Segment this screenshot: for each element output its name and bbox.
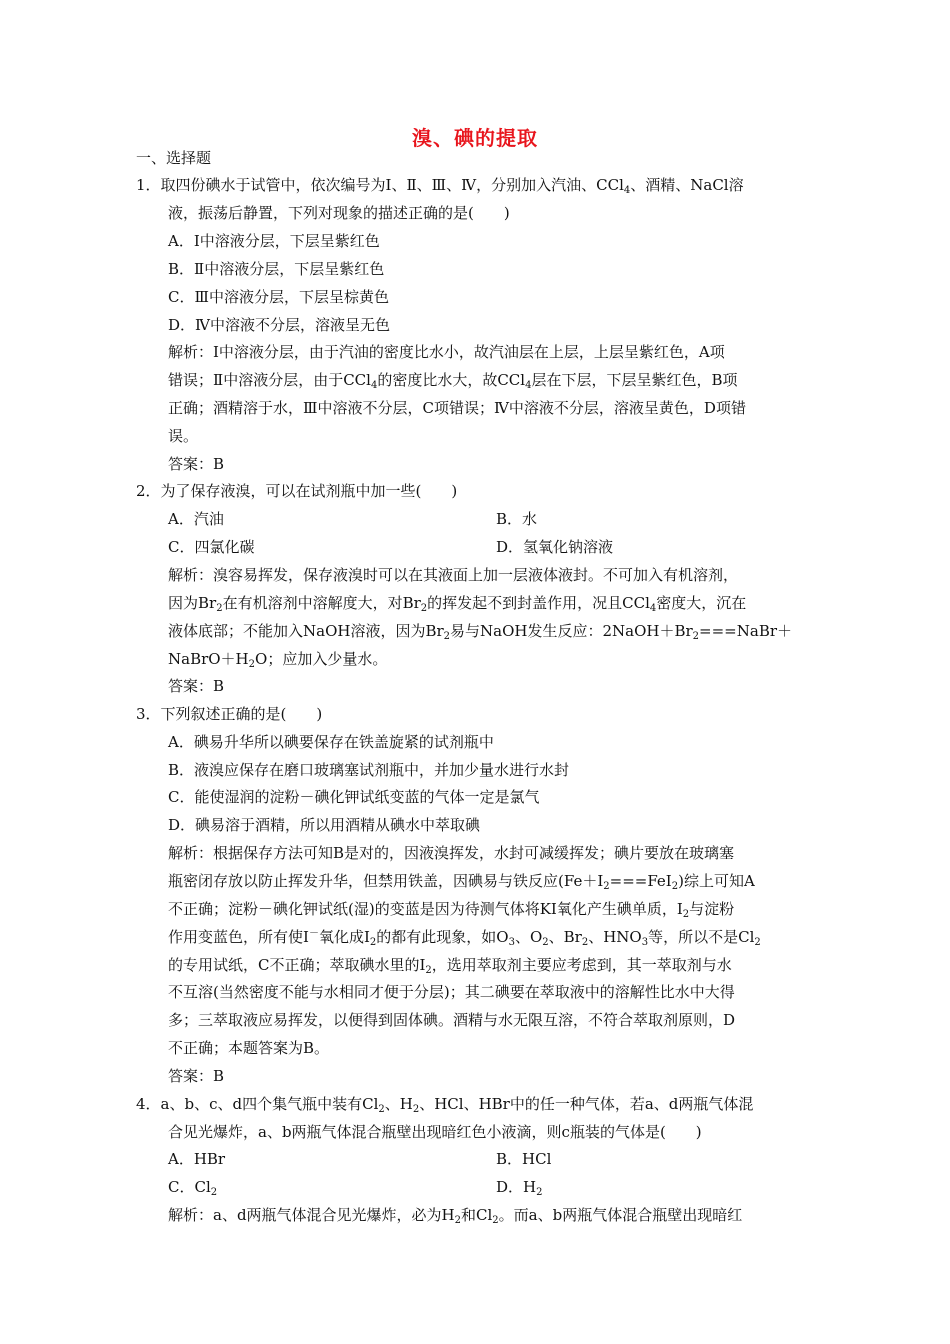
q1-stem-line-2: 液，振荡后静置，下列对现象的描述正确的是( )	[168, 204, 510, 222]
q4-option-c: C．$Cl_2$	[168, 1178, 218, 1198]
q1-option-c: C．Ⅲ中溶液分层，下层呈棕黄色	[168, 288, 389, 306]
q3-explanation-line-6: 不互溶(当然密度不能与水相同才便于分层)；其二碘要在萃取液中的溶解性比水中大得	[168, 983, 735, 1001]
q3-option-c: C．能使湿润的淀粉－碘化钾试纸变蓝的气体一定是氯气	[168, 788, 540, 806]
q3-explanation-line-2: 瓶密闭存放以防止挥发升华，但禁用铁盖，因碘易与铁反应$(Fe+I_2===FeI_2)$综上可知A	[168, 872, 755, 892]
q2-option-a: A．汽油	[168, 510, 224, 528]
q2-stem: 2．为了保存液溴，可以在试剂瓶中加一些( )	[136, 482, 458, 500]
q2-explanation-line-4: $NaBrO+H_2O$；应加入少量水。	[168, 650, 388, 670]
q4-option-d: D．$H_2$	[496, 1178, 543, 1198]
q1-answer: 答案：B	[168, 455, 225, 473]
q1-explanation-line-4: 误。	[168, 427, 199, 445]
q3-explanation-line-7: 多；三萃取液应易挥发，以便得到固体碘。酒精与水无限互溶，不符合萃取剂原则，D	[168, 1011, 736, 1029]
q3-explanation-line-1: 解析：根据保存方法可知B是对的，因液溴挥发，水封可减缓挥发；碘片要放在玻璃塞	[168, 844, 735, 862]
q1-explanation-line-2: 错误；Ⅱ中溶液分层，由于CCl$_4$的密度比水大，故CCl$_4$层在下层，下层呈紫红色，B项	[168, 371, 738, 391]
q3-explanation-line-3: 不正确；淀粉－碘化钾试纸(湿)的变蓝是因为待测气体将KI氧化产生碘单质，$I_2$与淀粉	[168, 900, 735, 920]
q4-stem-line-2: 合见光爆炸，a、b两瓶气体混合瓶壁出现暗红色小液滴，则c瓶装的气体是( )	[168, 1123, 702, 1141]
q1-option-d: D．Ⅳ中溶液不分层，溶液呈无色	[168, 316, 391, 334]
q1-option-a: A．Ⅰ中溶液分层，下层呈紫红色	[168, 232, 380, 250]
q1-explanation-line-3: 正确；酒精溶于水，Ⅲ中溶液不分层，C项错误；Ⅳ中溶液不分层，溶液呈黄色，D项错	[168, 399, 746, 417]
q3-option-b: B．液溴应保存在磨口玻璃塞试剂瓶中，并加少量水进行水封	[168, 761, 570, 779]
q2-option-d: D．氢氧化钠溶液	[496, 538, 614, 556]
page-title: 溴、碘的提取	[412, 126, 538, 150]
q3-explanation-line-4: 作用变蓝色，所有使I－氧化成$I_2$的都有此现象，如$O_3$、$O_2$、$Br_2$、$HNO_3$等，所以不是$Cl_2$	[168, 928, 761, 948]
q2-answer: 答案：B	[168, 677, 225, 695]
q3-answer: 答案：B	[168, 1067, 225, 1085]
q2-explanation-line-3: 液体底部；不能加入NaOH溶液，因为$Br_2$易与NaOH发生反应：$2NaOH+Br_2===NaBr+$	[168, 622, 793, 642]
q3-explanation-line-8: 不正确；本题答案为B。	[168, 1039, 330, 1057]
q3-stem: 3．下列叙述正确的是( )	[136, 705, 323, 723]
q4-option-a: A．HBr	[168, 1150, 226, 1168]
q4-stem-line-1: 4．a、b、c、d四个集气瓶中装有$Cl_2$、$H_2$、HCl、HBr中的任一种气体，若a、d两瓶气体混	[136, 1095, 754, 1115]
q3-explanation-line-5: 的专用试纸，C不正确；萃取碘水里的$I_2$，选用萃取剂主要应考虑到，其一萃取剂与水	[168, 956, 732, 976]
q2-option-b: B．水	[496, 510, 538, 528]
q2-explanation-line-2: 因为$Br_2$在有机溶剂中溶解度大，对$Br_2$的挥发起不到封盖作用，况且CCl$_4$密度大，沉在	[168, 594, 747, 614]
q3-option-d: D．碘易溶于酒精，所以用酒精从碘水中萃取碘	[168, 816, 481, 834]
q2-explanation-line-1: 解析：溴容易挥发，保存液溴时可以在其液面上加一层液体液封。不可加入有机溶剂，	[168, 566, 739, 584]
section-heading: 一、选择题	[136, 149, 212, 167]
q4-explanation-line-1: 解析：a、d两瓶气体混合见光爆炸，必为$H_2$和$Cl_2$。而a、b两瓶气体混合瓶壁出现暗红	[168, 1206, 743, 1226]
q4-option-b: B．HCl	[496, 1150, 552, 1168]
q1-explanation-line-1: 解析：Ⅰ中溶液分层，由于汽油的密度比水小，故汽油层在上层，上层呈紫红色，A项	[168, 343, 725, 361]
q1-stem-line-1: 1．取四份碘水于试管中，依次编号为Ⅰ、Ⅱ、Ⅲ、Ⅳ，分别加入汽油、CCl$_4$、酒精、NaCl溶	[136, 176, 744, 196]
q1-option-b: B．Ⅱ中溶液分层，下层呈紫红色	[168, 260, 385, 278]
q3-option-a: A．碘易升华所以碘要保存在铁盖旋紧的试剂瓶中	[168, 733, 494, 751]
q2-option-c: C．四氯化碳	[168, 538, 255, 556]
